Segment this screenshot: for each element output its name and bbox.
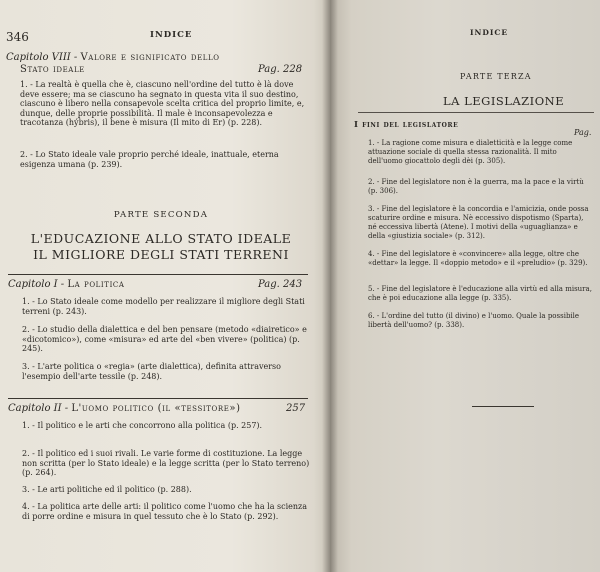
entry-3: 3. - Fine del legislatore è la concordia e l'amicizia, onde possa scaturire ordine e misura. Nè eccessivo dispotismo (Sparta), né eccessiva libertà (Atene). I motivi della «uguaglianza» e della «giustizia sociale» (p. 312). xyxy=(368,205,589,240)
part-2-title-line-1: L'EDUCAZIONE ALLO STATO IDEALE xyxy=(30,231,292,246)
chapter-2-entry-4: 4. - La politica arte delle arti: il politico come l'uomo che ha la scienza di porre ordine e misura in quel tessuto che è lo Stato (p. 292). xyxy=(22,502,308,521)
entry-1: 1. - La ragione come misura e dialetticità e la legge come attuazione sociale di quella stessa razionalità. Il mito dell'uomo giocattolo degli dèi (p. 305). xyxy=(368,139,573,165)
book-gutter xyxy=(322,0,338,572)
chapter-1-page-ref: Pag. 243 xyxy=(258,279,303,290)
chapter-8-heading xyxy=(6,52,220,63)
chapter-2-sep: - xyxy=(61,403,72,414)
rule xyxy=(8,398,308,399)
chapter-2-entry-2: 2. - Il politico ed i suoi rivali. Le varie forme di costituzione. La legge non scritta (per lo Stato ideale) e la legge scritta (per lo Stato terreno) (p. 264). xyxy=(22,449,310,478)
chapter-8-prefix: Capitolo VIII xyxy=(6,52,71,63)
chapter-2-entry-3: 3. - Le arti politiche ed il politico (p. 288). xyxy=(22,485,192,494)
chapter-2-entry-1: 1. - Il politico e le arti che concorrono alla politica (p. 257). xyxy=(22,421,263,430)
chapter-8-entry-1: 1. - La realtà è quella che è, ciascuno nell'ordine del tutto è là dove deve essere; ma se ciascuno ha segnato in questa vita il suo destino, ciascuno è libero nella consapevole scelta critica del proprio limite, e, dunque, delle proprie possibilità. Il male è inconsapevolezza e tracotanza (hýbris), il bene è misura (Il mito di Er) (p. 228). xyxy=(20,80,305,128)
running-head: INDICE xyxy=(470,28,509,37)
rule xyxy=(358,112,594,113)
chapter-1-title: La politica xyxy=(67,279,125,290)
part-3-label: PARTE TERZA xyxy=(460,72,532,81)
chapter-1-prefix: Capitolo I xyxy=(8,279,58,290)
entry-2: 2. - Fine del legislatore non è la guerra, ma la pace e la virtù (p. 306). xyxy=(368,178,584,195)
chapter-2-prefix: Capitolo II xyxy=(8,403,62,414)
rule xyxy=(8,274,308,275)
chapter-2-page-ref: 257 xyxy=(286,403,306,414)
chapter-1-entry-3: 3. - L'arte politica o «regia» (arte dialettica), definita attraverso l'esempio dell'arte tessile (p. 248). xyxy=(22,362,281,381)
entry-4: 4. - Fine del legislatore è «convincere» alla legge, oltre che «dettar» la legge. Il «doppio metodo» e il «preludio» (p. 329). xyxy=(368,250,588,267)
chapter-8-title-line1: Valore e significato dello xyxy=(80,52,220,63)
part-2-label: PARTE SECONDA xyxy=(113,210,209,220)
chapter-8-page-ref: Pag. 228 xyxy=(258,64,303,75)
chapter-1-entry-2: 2. - Lo studio della dialettica e del ben pensare (metodo «diairetico» e «dicotomico»), come «misura» ed arte del «ben vivere» (politica) (p. 245). xyxy=(22,325,307,354)
right-page xyxy=(330,0,600,572)
chapter-1-heading xyxy=(8,279,125,290)
chapter-page-ref: Pag. xyxy=(574,128,592,137)
running-head: INDICE xyxy=(150,30,193,40)
chapter-2-heading xyxy=(8,403,241,414)
entry-5: 5. - Fine del legislatore è l'educazione alla virtù ed alla misura, che è poi educazione alla legge (p. 335). xyxy=(368,285,592,302)
chapter-heading: I fini del legislatore xyxy=(354,120,459,130)
part-2-title-line-2: IL MIGLIORE DEGLI STATI TERRENI xyxy=(33,247,289,262)
chapter-8-title-line2: Stato ideale xyxy=(20,64,85,75)
chapter-8-entry-2: 2. - Lo Stato ideale vale proprio perché ideale, inattuale, eterna esigenza umana (p. 239). xyxy=(20,150,279,169)
chapter-8-sep: - xyxy=(70,52,81,63)
chapter-1-entry-1: 1. - Lo Stato ideale come modello per realizzare il migliore degli Stati terreni (p. 243). xyxy=(22,297,305,316)
entry-6: 6. - L'ordine del tutto (il divino) e l'uomo. Quale la possibile libertà dell'uomo? (p. 338). xyxy=(368,312,580,329)
closing-rule xyxy=(472,406,534,407)
chapter-1-sep: - xyxy=(57,279,68,290)
part-3-title: LA LEGISLAZIONE xyxy=(443,94,565,108)
chapter-2-title: L'uomo politico (il «tessitore») xyxy=(71,403,241,414)
page-number: 346 xyxy=(6,30,29,44)
